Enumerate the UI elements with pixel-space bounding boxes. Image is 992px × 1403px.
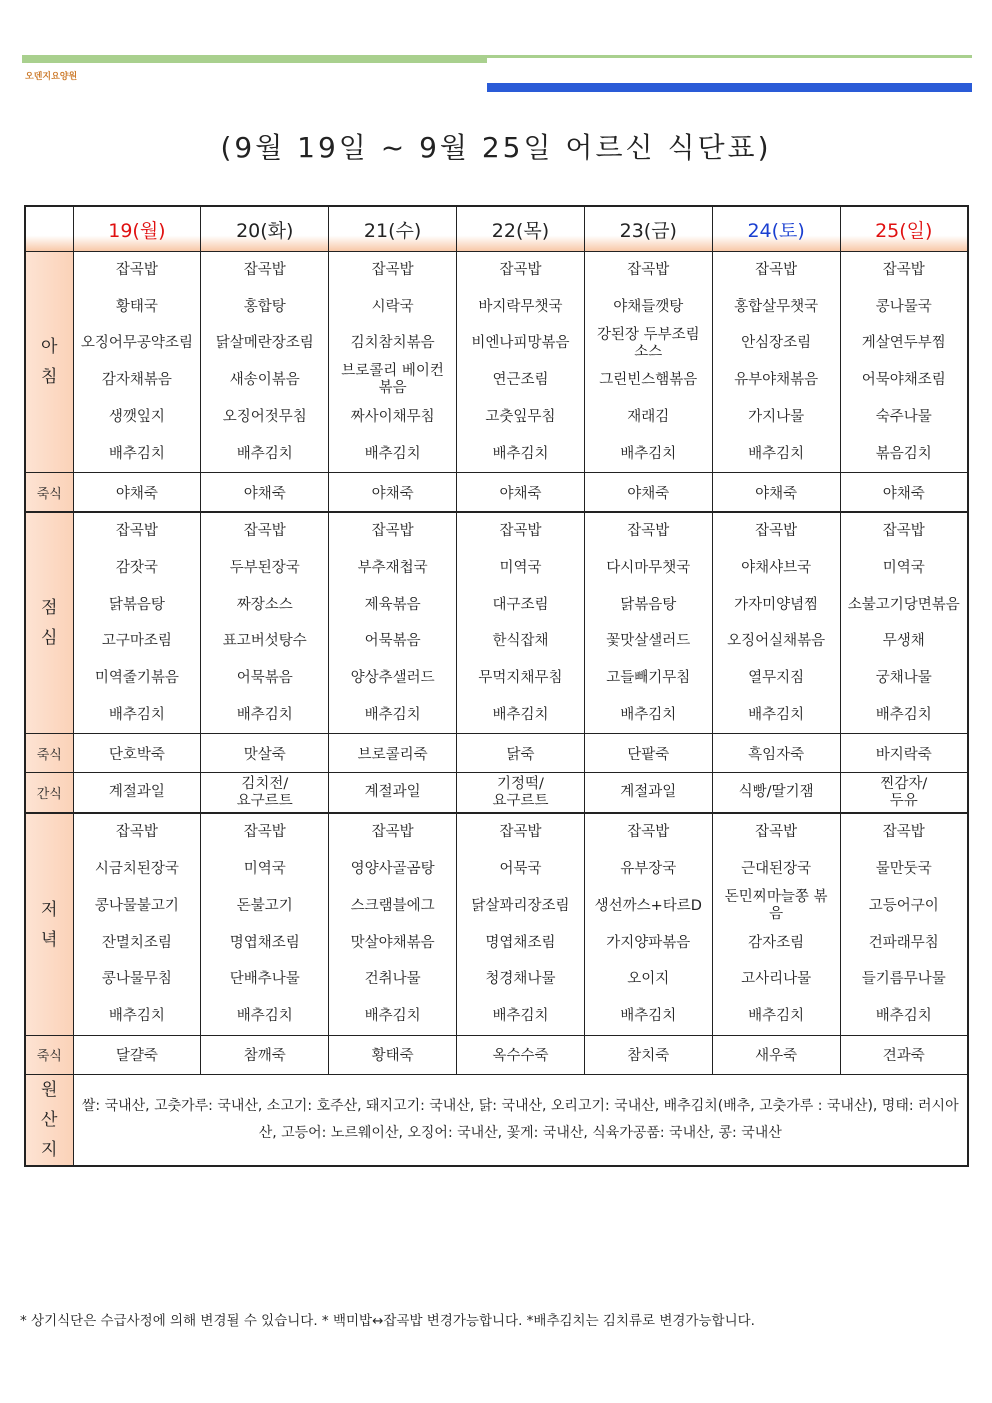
menu-item: 제육볶음	[364, 596, 421, 613]
menu-item: 청경채나물	[485, 971, 556, 988]
menu-item: 열무지짐	[748, 670, 805, 687]
dinner-cell	[457, 813, 585, 1035]
menu-item: 배추김치	[620, 445, 677, 462]
header-green-bar	[22, 55, 487, 63]
menu-item: 잡곡밥	[755, 824, 798, 841]
menu-item: 연근조림	[492, 372, 549, 389]
origin-row	[25, 1074, 968, 1166]
menu-item	[329, 362, 456, 399]
lunch_porridge-cell: 바지락죽	[840, 734, 968, 773]
dinner-cell	[329, 813, 457, 1035]
breakfast_porridge-cell: 야채죽	[712, 473, 840, 513]
dinner-cell	[840, 813, 968, 1035]
header-blue-bar	[487, 83, 972, 92]
menu-item: 미역국	[882, 559, 925, 576]
menu-item: 잡곡밥	[755, 262, 798, 278]
porridge-label: 죽식	[25, 734, 73, 773]
menu-item: 한식잡채	[492, 633, 549, 650]
snack-row	[25, 773, 968, 814]
snack-item: 계절과일	[620, 784, 677, 801]
day-header: 23(금)	[584, 206, 712, 252]
menu-item	[713, 888, 840, 925]
day-header: 21(수)	[329, 206, 457, 252]
menu-item: 배추김치	[364, 445, 421, 462]
snack-item: 식빵/딸기잼	[738, 784, 814, 801]
menu-item: 배추김치	[364, 1007, 421, 1024]
menu-item: 재래김	[627, 408, 670, 425]
menu-item: 오징어실채볶음	[727, 633, 826, 650]
lunch_porridge-cell: 단호박죽	[73, 734, 201, 773]
menu-item: 부추재첩국	[357, 559, 428, 576]
dinner_porridge-cell: 옥수수죽	[457, 1035, 585, 1074]
menu-item: 잡곡밥	[627, 824, 670, 841]
page-title: (9월 19일 ~ 9월 25일 어르신 식단표)	[220, 131, 772, 164]
menu-item: 잡곡밥	[882, 262, 925, 278]
day-header: 19(월)	[73, 206, 201, 252]
dinner_porridge-cell: 황태죽	[329, 1035, 457, 1074]
menu-item: 감자조림	[748, 934, 805, 951]
menu-item: 배추김치	[108, 445, 165, 462]
menu-item: 배추김치	[748, 445, 805, 462]
menu-item: 감잣국	[115, 559, 158, 576]
menu-item: 고들빼기무침	[606, 670, 691, 687]
menu-item-text: 돈민찌마늘쫑 볶음	[724, 889, 828, 923]
snack-item: 기정떡/	[497, 775, 544, 792]
breakfast-cell	[712, 252, 840, 473]
dinner_porridge-cell: 참치죽	[584, 1035, 712, 1074]
menu-item: 닭살메란장조림	[215, 335, 314, 352]
menu-item: 두부된장국	[229, 559, 300, 576]
menu-item: 소불고기당면볶음	[847, 596, 960, 613]
lunch_porridge-cell: 맛살죽	[201, 734, 329, 773]
menu-item: 닭볶음탕	[620, 596, 677, 613]
menu-item: 시락국	[371, 298, 414, 315]
breakfast_porridge-cell: 야채죽	[840, 473, 968, 513]
menu-item: 어묵야채조림	[861, 372, 946, 389]
snack-item: 계절과일	[108, 784, 165, 801]
menu-item	[585, 325, 712, 362]
menu-item: 비엔나피망볶음	[471, 335, 570, 352]
menu-item: 고구마조림	[101, 633, 172, 650]
menu-item: 잡곡밥	[882, 523, 925, 540]
menu-item: 배추김치	[620, 1007, 677, 1024]
day-header: 22(목)	[457, 206, 585, 252]
menu-item: 배추김치	[875, 706, 932, 723]
menu-item: 콩나물불고기	[94, 897, 179, 914]
snack-cell	[840, 773, 968, 814]
menu-item: 숙주나물	[875, 408, 932, 425]
dinner-cell	[712, 813, 840, 1035]
dinner_porridge-cell: 새우죽	[712, 1035, 840, 1074]
lunch_porridge-cell: 흑임자죽	[712, 734, 840, 773]
snack-cell	[73, 773, 201, 814]
breakfast-porridge-row	[25, 473, 968, 513]
menu-item: 배추김치	[108, 1007, 165, 1024]
menu-item: 황태국	[115, 298, 158, 315]
menu-item: 건파래무침	[868, 934, 939, 951]
lunch-cell	[329, 512, 457, 734]
breakfast-label: 아 침	[25, 252, 73, 473]
day-header-row	[25, 206, 968, 252]
dinner_porridge-cell: 참깨죽	[201, 1035, 329, 1074]
lunch-porridge-row	[25, 734, 968, 773]
menu-item: 김치참치볶음	[350, 335, 435, 352]
menu-item: 스크램블에그	[350, 897, 435, 914]
porridge-label: 죽식	[25, 473, 73, 513]
menu-item: 대구조림	[492, 596, 549, 613]
snack-cell	[329, 773, 457, 814]
menu-item-text: 강된장 두부조림소스	[596, 326, 700, 360]
menu-item: 감자채볶음	[101, 372, 172, 389]
snack-item: 요구르트	[236, 792, 293, 809]
menu-item: 들기름무나물	[861, 971, 946, 988]
breakfast_porridge-cell: 야채죽	[73, 473, 201, 513]
menu-item: 돈불고기	[236, 897, 293, 914]
corner-cell	[25, 206, 73, 252]
menu-item: 잡곡밥	[371, 262, 414, 278]
menu-item: 배추김치	[236, 445, 293, 462]
breakfast_porridge-cell: 야채죽	[329, 473, 457, 513]
lunch-cell	[712, 512, 840, 734]
menu-item: 미역국	[243, 861, 286, 878]
snack-item: 계절과일	[364, 784, 421, 801]
menu-item: 게살연두부찜	[861, 335, 946, 352]
porridge-label: 죽식	[25, 1035, 73, 1074]
menu-item: 배추김치	[492, 706, 549, 723]
snack-cell	[584, 773, 712, 814]
menu-item: 오징어젓무침	[222, 408, 307, 425]
breakfast-cell	[73, 252, 201, 473]
dinner-label: 저 녁	[25, 813, 73, 1035]
breakfast-row	[25, 252, 968, 473]
breakfast-cell	[457, 252, 585, 473]
menu-item: 미역국	[499, 559, 542, 576]
menu-item: 미역줄기볶음	[94, 670, 179, 687]
menu-item: 닭살꽈리장조림	[471, 897, 570, 914]
menu-item: 무먹지채무침	[478, 670, 563, 687]
menu-item: 홍합탕	[243, 298, 286, 315]
snack-item: 김치전/	[241, 775, 289, 792]
menu-item: 오이지	[627, 971, 670, 988]
menu-item: 무생채	[882, 633, 925, 650]
breakfast-cell	[329, 252, 457, 473]
lunch-cell	[457, 512, 585, 734]
menu-item: 그린빈스햄볶음	[599, 372, 698, 389]
lunch-cell	[840, 512, 968, 734]
menu-item: 고춧잎무침	[485, 408, 556, 425]
menu-item: 잡곡밥	[243, 824, 286, 841]
menu-item: 짜사이채무침	[350, 408, 435, 425]
menu-item: 잡곡밥	[371, 523, 414, 540]
menu-item: 잡곡밥	[627, 523, 670, 540]
menu-item: 배추김치	[236, 706, 293, 723]
menu-item: 잡곡밥	[755, 523, 798, 540]
menu-item: 배추김치	[236, 1007, 293, 1024]
breakfast_porridge-cell: 야채죽	[201, 473, 329, 513]
breakfast_porridge-cell: 야채죽	[457, 473, 585, 513]
menu-table	[24, 205, 969, 1167]
day-header: 24(토)	[712, 206, 840, 252]
snack-label: 간식	[25, 773, 73, 814]
footnote: * 상기식단은 수급사정에 의해 변경될 수 있습니다. * 백미밥↔잡곡밥 변경가능합니다. *배추김치는 김치류로 변경가능합니다.	[20, 1313, 755, 1329]
menu-item: 꽃맛살샐러드	[606, 633, 691, 650]
menu-item: 콩나물국	[875, 298, 932, 315]
menu-item: 고사리나물	[741, 971, 812, 988]
menu-item: 잡곡밥	[115, 523, 158, 540]
snack-cell	[712, 773, 840, 814]
dinner-row	[25, 813, 968, 1035]
dinner_porridge-cell: 견과죽	[840, 1035, 968, 1074]
menu-item: 배추김치	[364, 706, 421, 723]
menu-item: 생선까스+타르D	[594, 897, 702, 914]
snack-cell	[201, 773, 329, 814]
logo-text: 오덴지요양원	[25, 72, 78, 82]
menu-item: 명엽채조림	[485, 934, 556, 951]
menu-item: 배추김치	[748, 1007, 805, 1024]
menu-item: 시금치된장국	[94, 861, 179, 878]
origin-text: 쌀: 국내산, 고춧가루: 국내산, 소고기: 호주산, 돼지고기: 국내산, 닭: 국내산, 오리고기: 국내산, 배추김치(배추, 고춧가루 : 국내산), 명태: 러시아산, 고등어: 노르웨이산, 오징어: 국내산, 꽃게: 국내산, 식육가공품: 국내산, 콩: 국내산	[73, 1074, 968, 1166]
origin-label: 원 산 지	[25, 1074, 73, 1166]
menu-item: 짜장소스	[236, 596, 293, 613]
menu-item: 홍합살무챗국	[734, 298, 819, 315]
header-green-line	[487, 55, 972, 58]
snack-item: 찐감자/	[880, 775, 928, 792]
lunch-label: 점 심	[25, 512, 73, 734]
menu-item: 배추김치	[492, 1007, 549, 1024]
menu-item: 단배추나물	[229, 971, 300, 988]
menu-item: 건취나물	[364, 971, 421, 988]
breakfast-cell	[840, 252, 968, 473]
menu-item: 잡곡밥	[371, 824, 414, 841]
menu-item: 고등어구이	[868, 897, 939, 914]
menu-item: 볶음김치	[875, 445, 932, 462]
menu-item: 유부장국	[620, 861, 677, 878]
menu-item: 영양사골곰탕	[350, 861, 435, 878]
menu-item: 잡곡밥	[243, 523, 286, 540]
menu-item: 배추김치	[875, 1007, 932, 1024]
breakfast_porridge-cell: 야채죽	[584, 473, 712, 513]
menu-item: 가지나물	[748, 408, 805, 425]
day-header: 20(화)	[201, 206, 329, 252]
menu-item: 생깻잎지	[108, 408, 165, 425]
menu-item: 새송이볶음	[229, 372, 300, 389]
menu-item: 야채들깻탕	[613, 298, 684, 315]
menu-item: 어묵볶음	[364, 633, 421, 650]
menu-item: 맛살야채볶음	[350, 934, 435, 951]
snack-cell	[457, 773, 585, 814]
menu-item: 잡곡밥	[882, 824, 925, 841]
menu-item: 잡곡밥	[499, 523, 542, 540]
menu-item: 오징어무공약조림	[80, 335, 193, 352]
lunch-cell	[584, 512, 712, 734]
menu-item: 어묵볶음	[236, 670, 293, 687]
menu-item: 배추김치	[748, 706, 805, 723]
menu-item: 유부야채볶음	[734, 372, 819, 389]
menu-item: 배추김치	[108, 706, 165, 723]
menu-item: 바지락무챗국	[478, 298, 563, 315]
menu-item: 표고버섯탕수	[222, 633, 307, 650]
menu-item: 안심장조림	[741, 335, 812, 352]
menu-item: 근대된장국	[741, 861, 812, 878]
lunch_porridge-cell: 단팥죽	[584, 734, 712, 773]
lunch-cell	[73, 512, 201, 734]
dinner-porridge-row	[25, 1035, 968, 1074]
dinner-cell	[201, 813, 329, 1035]
dinner_porridge-cell: 달걀죽	[73, 1035, 201, 1074]
dinner-cell	[584, 813, 712, 1035]
menu-item: 배추김치	[620, 706, 677, 723]
menu-item: 닭볶음탕	[108, 596, 165, 613]
menu-item: 명엽채조림	[229, 934, 300, 951]
dinner-cell	[73, 813, 201, 1035]
menu-item: 궁채나물	[875, 670, 932, 687]
menu-item: 어묵국	[499, 861, 542, 878]
snack-item: 요구르트	[492, 792, 549, 809]
lunch-row	[25, 512, 968, 734]
menu-item-text: 브로콜리 베이컨볶음	[341, 363, 444, 397]
menu-item: 잡곡밥	[115, 824, 158, 841]
lunch_porridge-cell: 브로콜리죽	[329, 734, 457, 773]
menu-item: 콩나물무침	[101, 971, 172, 988]
menu-item: 가지양파볶음	[606, 934, 691, 951]
menu-item: 잡곡밥	[627, 262, 670, 278]
menu-item: 잡곡밥	[499, 824, 542, 841]
menu-item: 물만둣국	[875, 861, 932, 878]
menu-item: 야채샤브국	[741, 559, 812, 576]
lunch_porridge-cell: 닭죽	[457, 734, 585, 773]
menu-item: 다시마무챗국	[606, 559, 691, 576]
lunch-cell	[201, 512, 329, 734]
menu-item: 양상추샐러드	[350, 670, 435, 687]
menu-item: 배추김치	[492, 445, 549, 462]
menu-item: 잡곡밥	[115, 262, 158, 278]
menu-item: 잔멸치조림	[101, 934, 172, 951]
day-header: 25(일)	[840, 206, 968, 252]
snack-item: 두유	[889, 792, 918, 809]
breakfast-cell	[584, 252, 712, 473]
breakfast-cell	[201, 252, 329, 473]
menu-item: 가자미양념찜	[734, 596, 819, 613]
menu-item: 잡곡밥	[243, 262, 286, 278]
menu-item: 잡곡밥	[499, 262, 542, 278]
